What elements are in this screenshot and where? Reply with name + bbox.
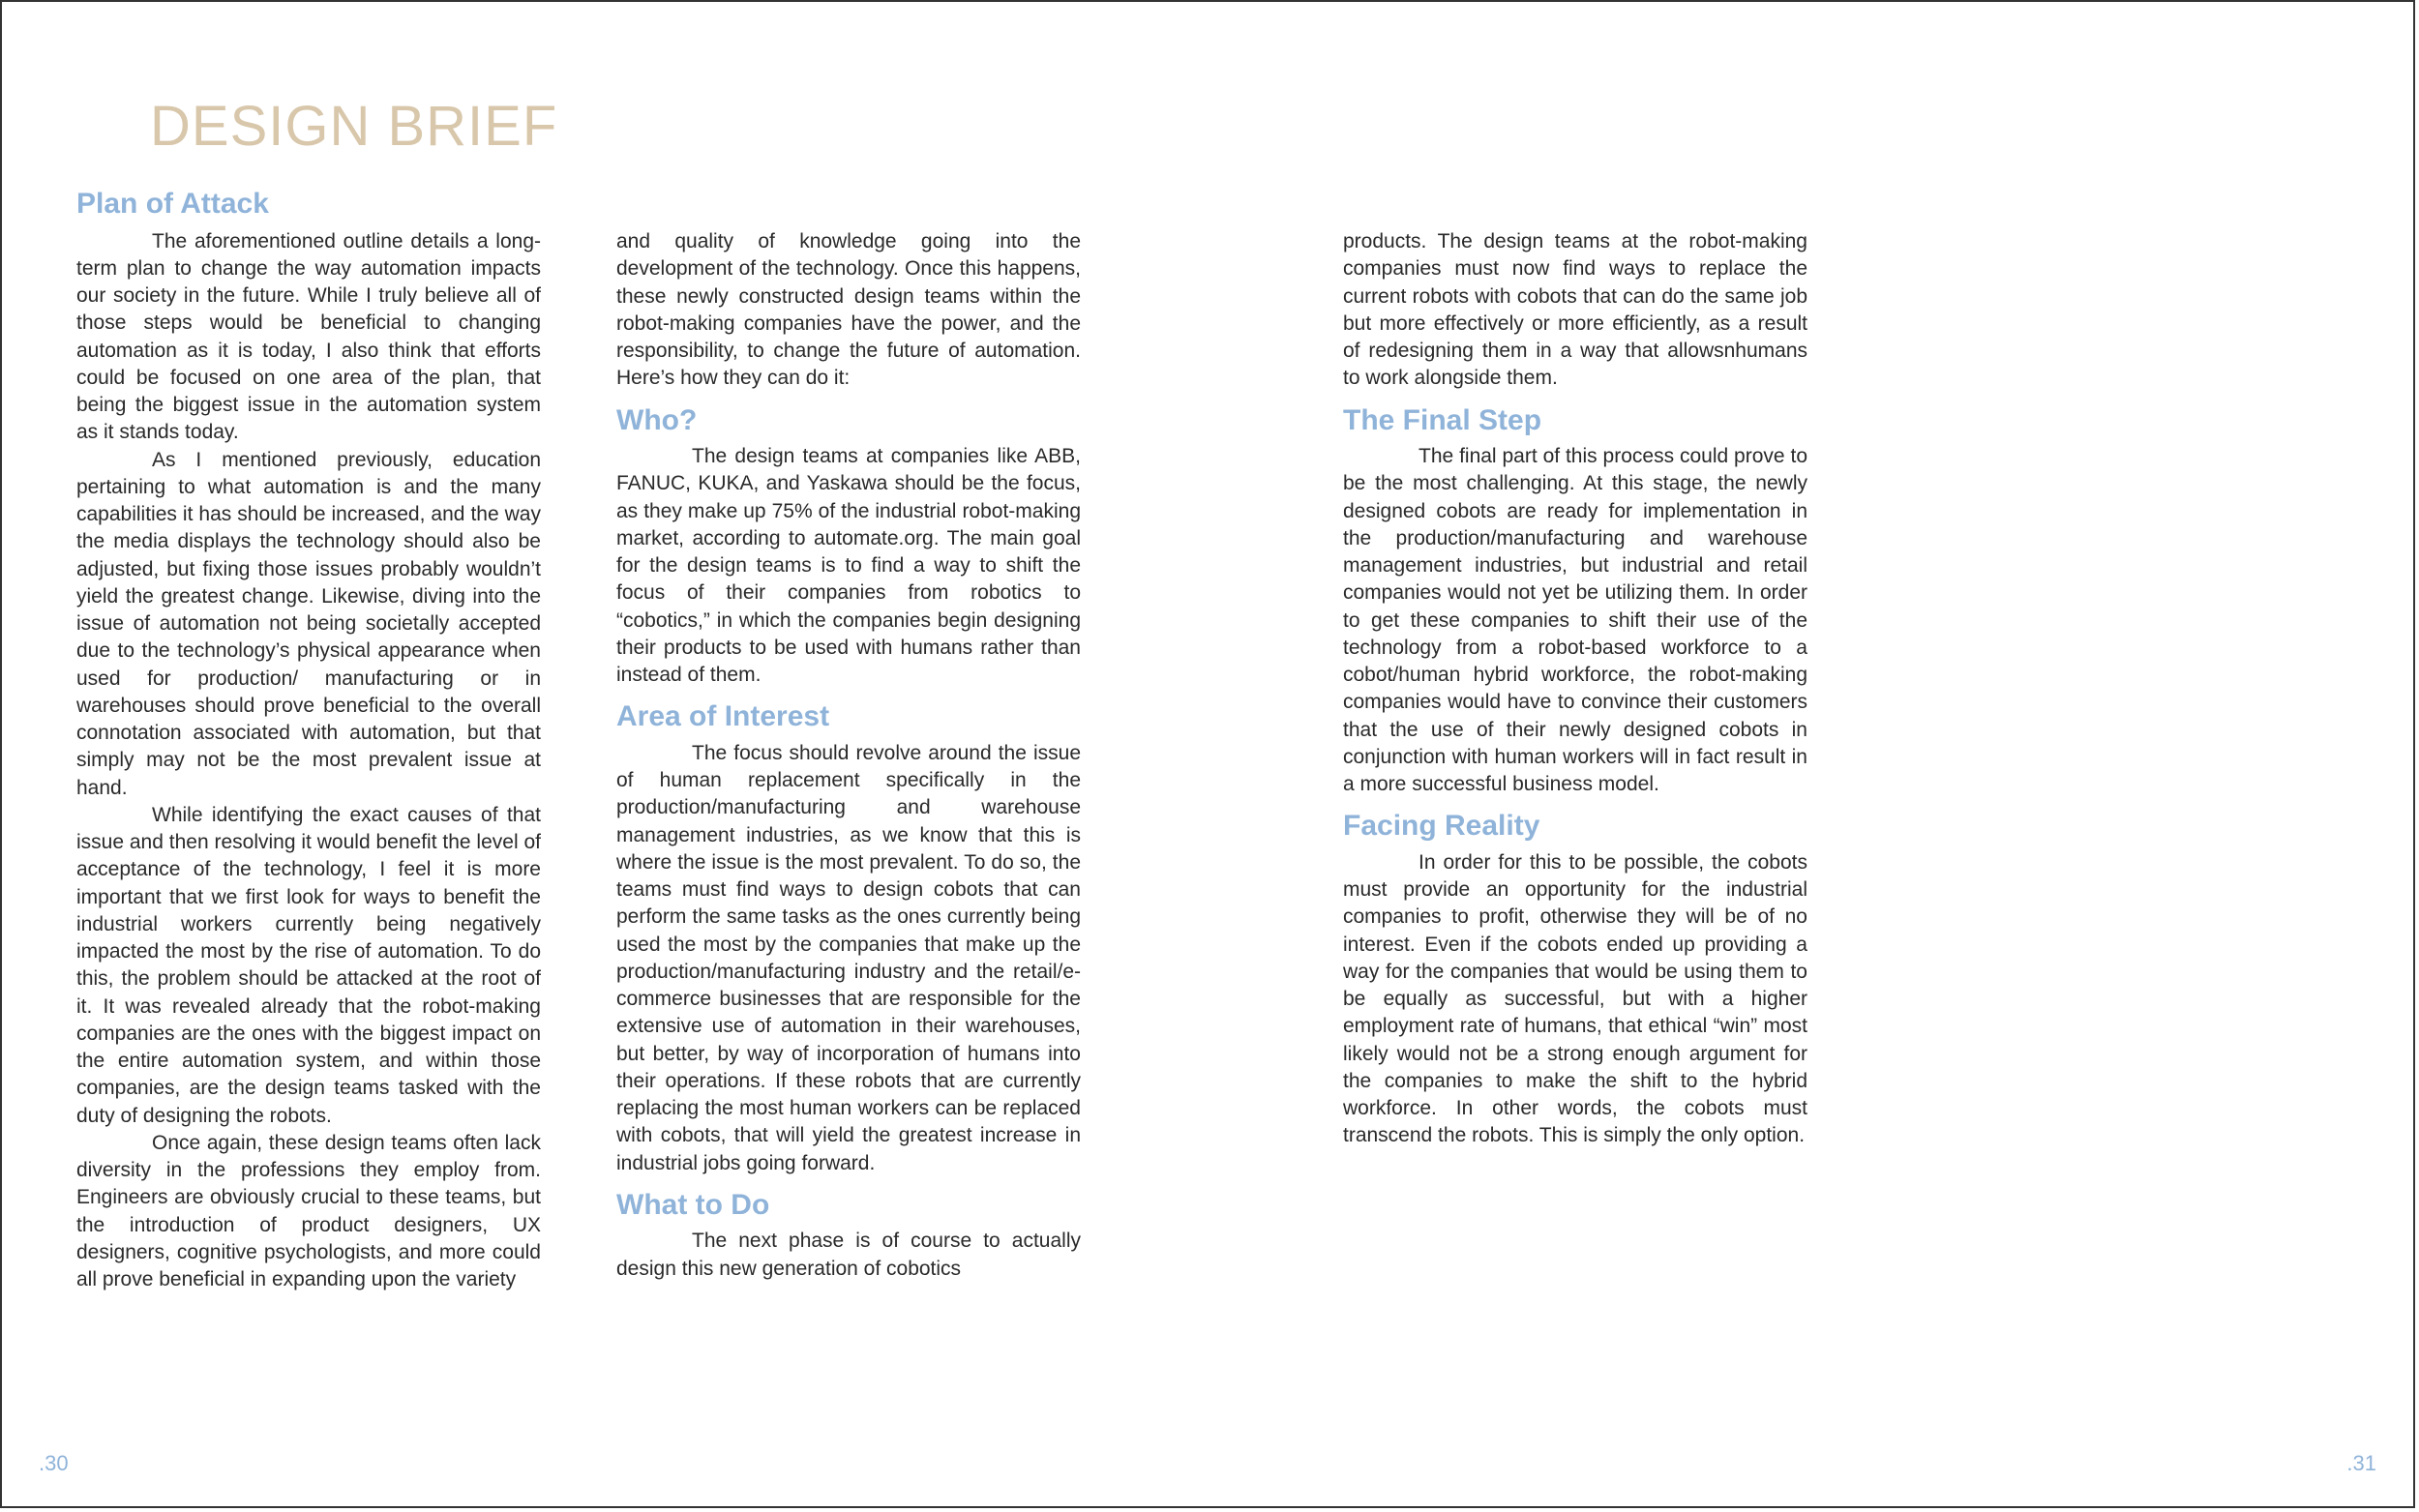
paragraph-continuation-right: products. The design teams at the robot-making companies must now find ways to replace the current robots with cobots that can do the same job but more effectively or more efficiently, as a result of redesigning them in a way that allowsnhumans to work alongside them.	[1343, 230, 1807, 390]
heading-plan-of-attack: Plan of Attack	[76, 188, 269, 220]
heading-area-of-interest: Area of Interest	[616, 700, 830, 733]
paragraph-area-of-interest: The focus should revolve around the issue of human replacement specifically in the production/manufacturing and warehouse management industries, as we know that this is where the issue is the most prevalent. To do so, the teams must find ways to design cobots that can perform the same tasks as the ones currently being used the most by the companies that make up the production/manufacturing industry and the retail/e-commerce businesses that are responsible for the extensive use of automation in their warehouses, but better, by way of incorporation of humans into their operations. If these robots that are currently replacing the most human workers can be replaced with cobots, that will yield the greatest increase in industrial jobs going forward.	[616, 741, 1081, 1174]
paragraph-2: As I mentioned previously, education pertaining to what automation is and the many capabilities it has should be increased, and the way the media displays the technology should also be adjusted, but fixing those issues probably wouldn’t yield the greatest change. Likewise, diving into the issue of automation not being societally accepted due to the technology’s physical appearance when used for production/ manufacturing or in warehouses should prove beneficial to the overall connotation associated with automation, but that simply may not be the most prevalent issue at hand.	[76, 448, 541, 799]
page-title: DESIGN BRIEF	[150, 95, 558, 158]
paragraph-3: While identifying the exact causes of that issue and then resolving it would benefit the level of acceptance of the technology, I feel it is more important that we first look for ways to benefit the industrial workers currently being negatively impacted the most by the rise of automation. To do this, the problem should be attacked at the root of it. It was revealed already that the robot-making companies are the ones with the biggest impact on the entire automation system, and within those companies, are the design teams tasked with the duty of designing the robots.	[76, 803, 541, 1127]
heading-who: Who?	[616, 403, 698, 436]
paragraph-final-step: The final part of this process could prove to be the most challenging. At this stage, the newly designed cobots are ready for implementation in the production/manufacturing and warehouse management industries, but industrial and retail companies would not yet be utilizing them. In order to get these companies to shift their use of the technology from a robot-based workforce to a cobot/human hybrid workforce, the robot-making companies would have to convince their customers that the use of their newly designed cobots in conjunction with human workers will in fact result in a more successful business model.	[1343, 445, 1807, 795]
paragraph-facing-reality: In order for this to be possible, the cobots must provide an opportunity for the industrial companies to profit, otherwise they will be of no interest. Even if the cobots ended up providing a way for the companies that would be using them to be equally as successful, but with a higher employment rate of humans, that ethical “win” most likely would not be a strong enough argument for the companies to make the shift to the hybrid workforce. In other words, the cobots must transcend the robots. This is simply the only option.	[1343, 850, 1807, 1147]
paragraph-1: The aforementioned outline details a long-term plan to change the way automation impacts our society in the future. While I truly believe all of those steps would be beneficial to changing automation as it is today, I also think that efforts could be focused on one area of the plan, that being the biggest issue in the automation system as it stands today.	[76, 229, 541, 444]
column-1	[76, 186, 541, 1293]
paragraph-4: Once again, these design teams often lack diversity in the professions they employ from. Engineers are obviously crucial to these teams, but the introduction of product designers, UX designers, cognitive psychologists, and more could all prove beneficial in expanding upon the variety	[76, 1131, 541, 1290]
paragraph-who: The design teams at companies like ABB, FANUC, KUKA, and Yaskawa should be the focus, as they make up 75% of the industrial robot-making market, according to automate.org. The main goal for the design teams is to find a way to shift the focus of their companies from robotics to “cobotics,” in which the companies begin designing their products to be used with humans rather than instead of them.	[616, 445, 1081, 686]
page-number-left: .30	[39, 1451, 69, 1475]
heading-facing-reality: Facing Reality	[1343, 810, 1540, 843]
paragraph-continuation: and quality of knowledge going into the development of the technology. Once this happens, these newly constructed design teams within the robot-making companies have the power, and the responsibility, to change the future of automation. Here’s how they can do it:	[616, 230, 1081, 390]
heading-what-to-do: What to Do	[616, 1188, 770, 1221]
paragraph-what-to-do: The next phase is of course to actually design this new generation of cobotics	[616, 1230, 1081, 1280]
page-number-right: .31	[2346, 1451, 2376, 1475]
column-3	[1343, 228, 1807, 1150]
column-2	[616, 228, 1081, 1283]
heading-final-step: The Final Step	[1343, 403, 1542, 436]
